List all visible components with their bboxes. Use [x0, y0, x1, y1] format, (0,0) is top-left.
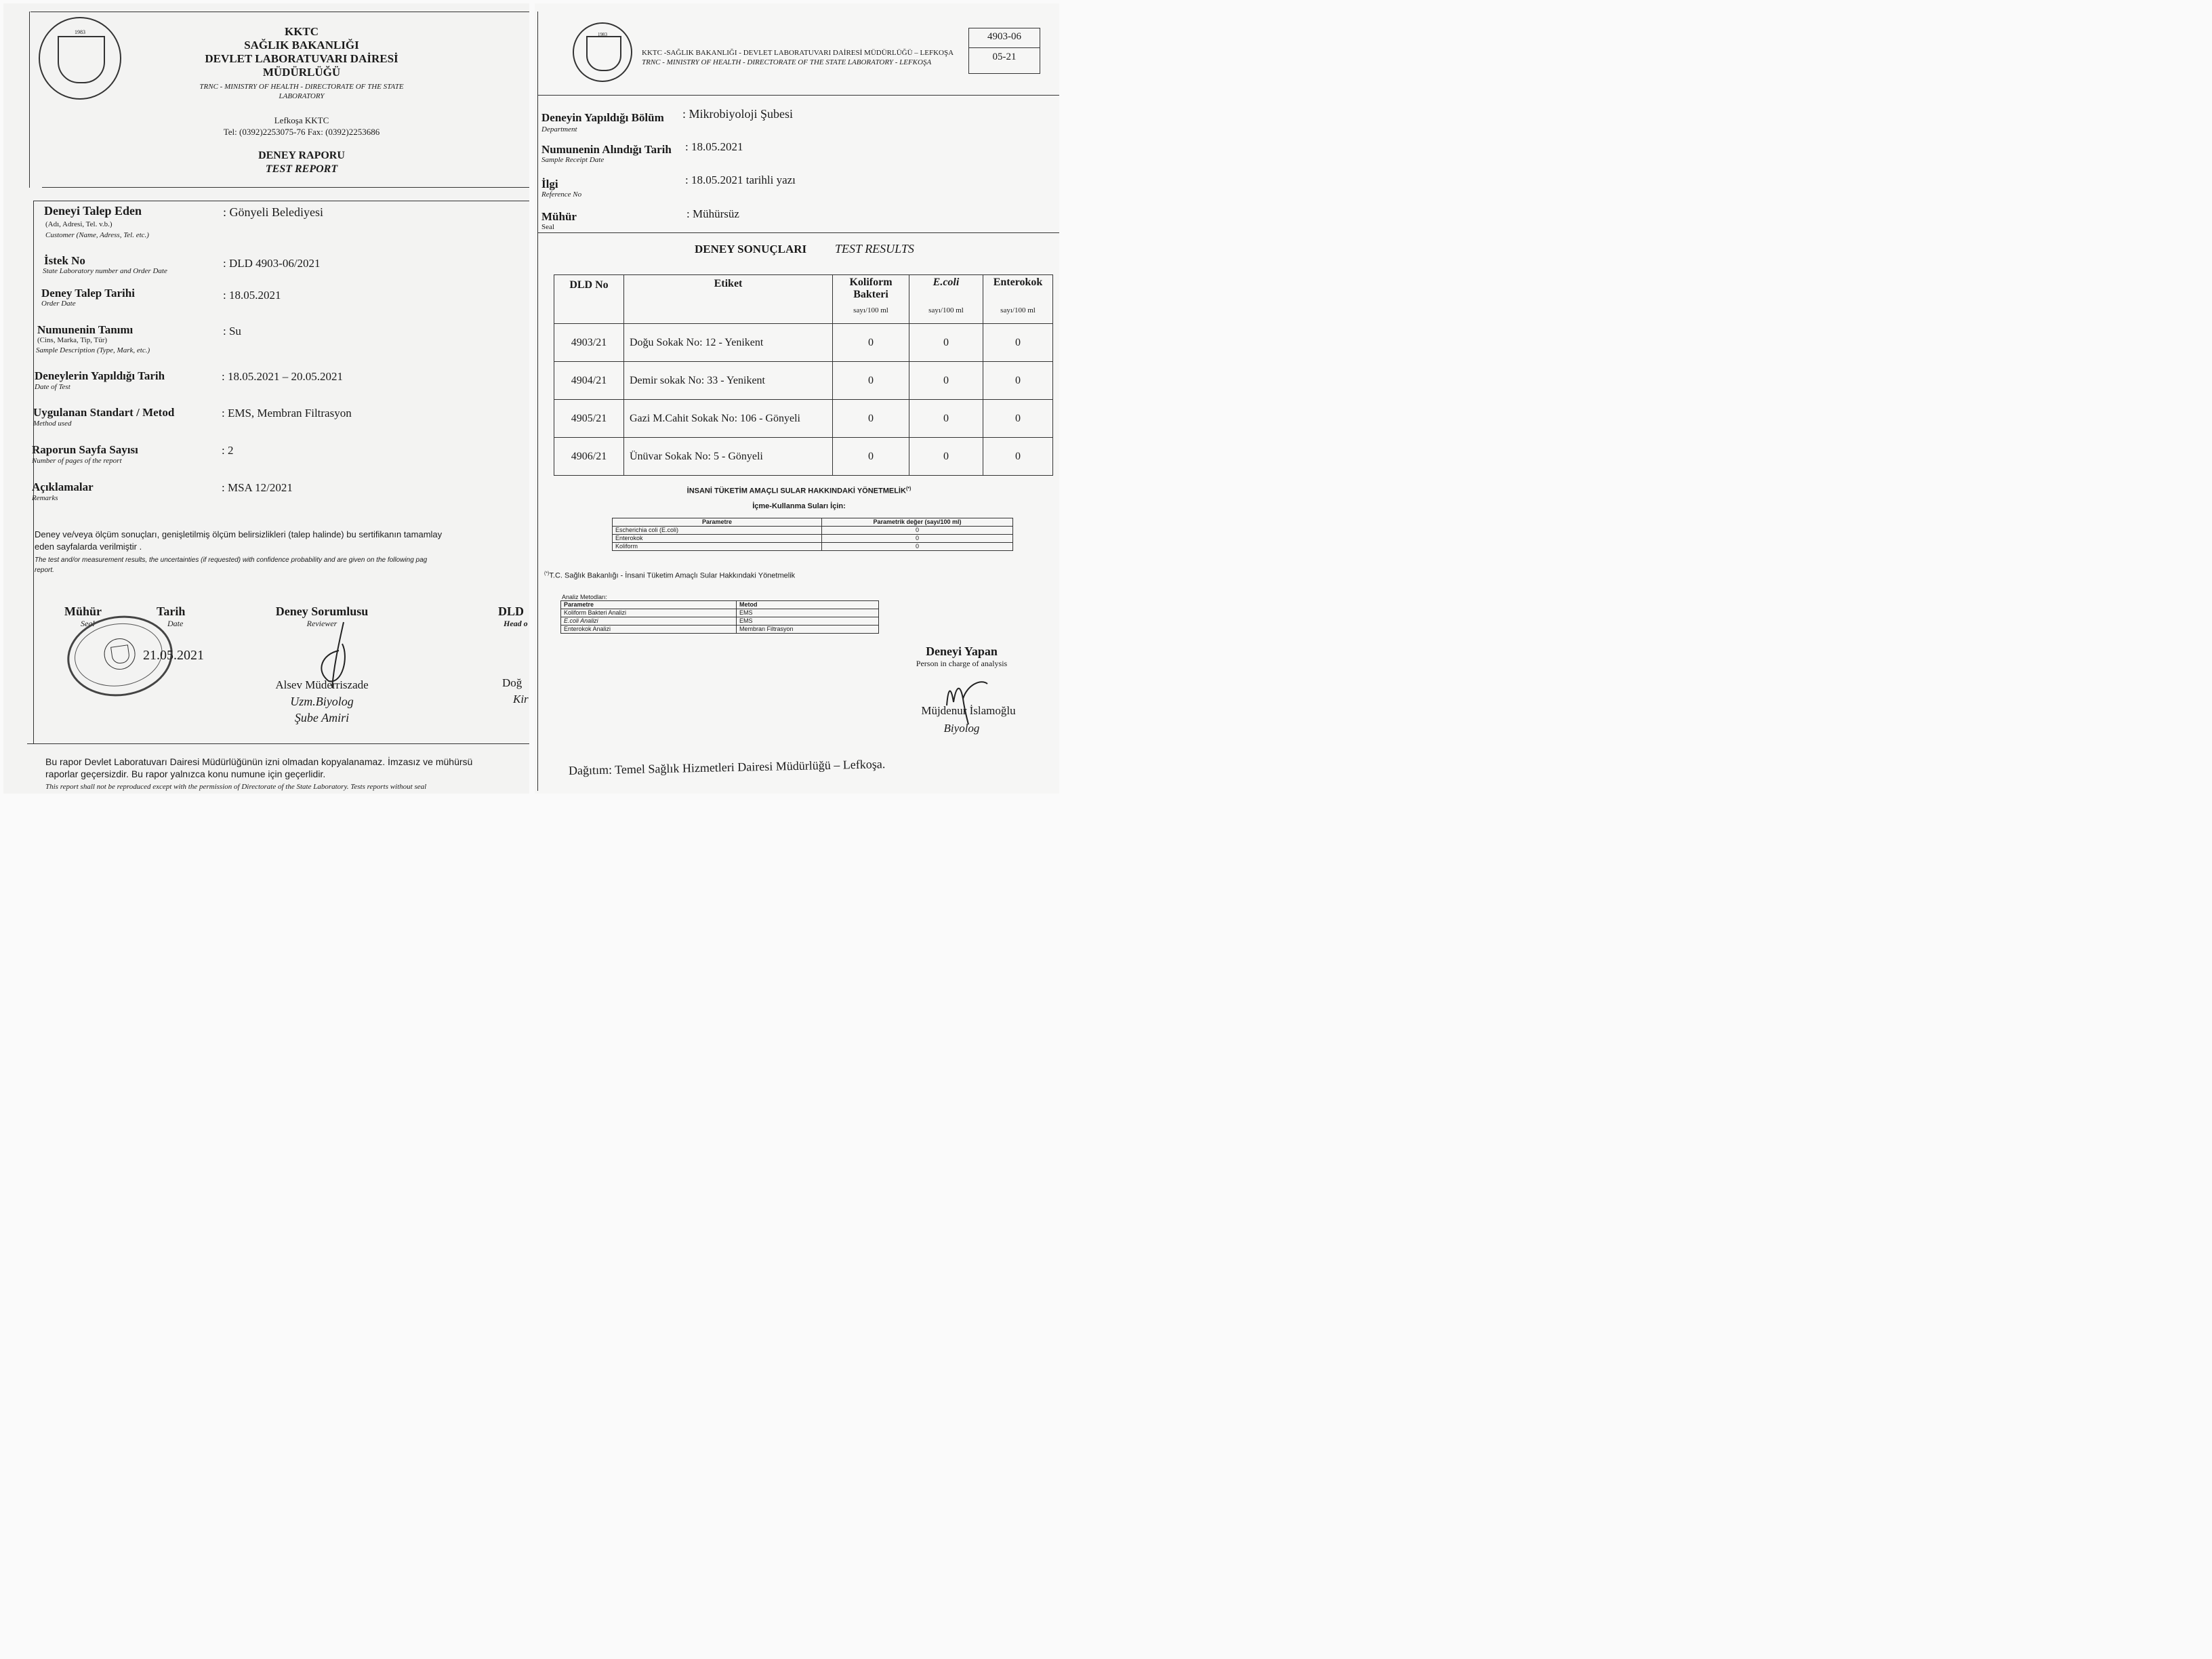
cell-enterococcus: 0: [983, 362, 1053, 400]
reg-row: [613, 535, 1013, 543]
field-label: Deneylerin Yapıldığı Tarih: [35, 369, 165, 382]
coliform-unit: sayı/100 ml: [853, 306, 888, 314]
info-value: : Mühürsüz: [687, 207, 739, 220]
cell-label: Ünüvar Sokak No: 5 - Gönyeli: [624, 438, 833, 476]
table-row: [554, 400, 1053, 438]
methods-table: [560, 600, 879, 634]
ecoli-unit: sayı/100 ml: [928, 306, 964, 314]
field-sub-en: Date of Test: [35, 383, 70, 391]
field-label: Raporun Sayfa Sayısı: [32, 443, 138, 456]
cell-label: Gazi M.Cahit Sokak No: 106 - Gönyeli: [624, 400, 833, 438]
footnote-mark: (*): [544, 571, 550, 576]
field-label: Deneyi Talep Eden: [44, 204, 142, 218]
field-sub-en: Customer (Name, Adress, Tel. etc.): [45, 231, 149, 239]
field-label: Uygulanan Standart / Metod: [33, 406, 175, 419]
cell-dld: 4903/21: [554, 324, 624, 362]
trnc-emblem-icon: [573, 22, 632, 82]
col-header-label: Etiket: [624, 275, 833, 324]
header-bottom-line: [537, 95, 1059, 96]
footnote-text: T.C. Sağlık Bakanlığı - İnsani Tüketim Amaçlı Sular Hakkındaki Yönetmelik: [549, 571, 796, 580]
header-city: Lefkoşa KKTC: [274, 115, 329, 125]
footer-note-en: This report shall not be reproduced except with the permission of Directorate of the State Laboratory. Tests reports without seal: [45, 783, 427, 791]
emblem-year: 1983: [598, 32, 607, 37]
cell-coliform: 0: [833, 438, 909, 476]
cell-label: Demir sokak No: 33 - Yenikent: [624, 362, 833, 400]
cell-dld: 4904/21: [554, 362, 624, 400]
table-row: [554, 438, 1053, 476]
method-param: Enterokok Analizi: [561, 626, 737, 634]
table-row: [554, 362, 1053, 400]
frame-left: [537, 12, 538, 791]
results-note: [35, 529, 529, 553]
reg-param: Escherichia coli (E.coli): [613, 527, 822, 535]
method-row: [561, 609, 879, 617]
reviewer-position: Uzm.Biyolog: [290, 695, 354, 708]
head-name: Doğ: [502, 676, 523, 689]
cell-coliform: 0: [833, 362, 909, 400]
field-label: İstek No: [44, 254, 85, 267]
note-tr-line2: eden sayfalarda verilmiştir .: [35, 541, 142, 552]
field-value: : 18.05.2021: [223, 289, 281, 302]
header-contact: [166, 115, 437, 138]
header-english-1: TRNC - MINISTRY OF HEALTH - DIRECTORATE OF THE STATE: [199, 83, 404, 91]
note-tr-line1: Deney ve/veya ölçüm sonuçları, genişletilmiş ölçüm belirsizlikleri (talep halinde) bu sertifikanın tamamlay: [35, 529, 443, 539]
reg-header-param: Parametre: [613, 518, 822, 527]
field-sub: (Cins, Marka, Tip, Tür): [37, 336, 108, 344]
cell-enterococcus: 0: [983, 438, 1053, 476]
info-sub-en: Reference No: [541, 190, 582, 199]
head-title: DLD: [498, 605, 525, 618]
cell-ecoli: 0: [909, 400, 983, 438]
cell-enterococcus: 0: [983, 324, 1053, 362]
header-english: [166, 82, 437, 101]
info-label: Mühür: [541, 210, 577, 223]
regulation-subtitle: İçme-Kullanma Suları İçin:: [752, 502, 846, 510]
method-header-row: [561, 601, 879, 609]
header-directorate: MÜDÜRLÜĞÜ: [262, 66, 341, 79]
reg-value: 0: [822, 535, 1013, 543]
cell-label: Doğu Sokak No: 12 - Yenikent: [624, 324, 833, 362]
note-en-line2: report.: [35, 567, 54, 574]
ecoli-label: E.coli: [933, 276, 960, 288]
method-value: EMS: [737, 617, 879, 626]
date-label-en: Date: [167, 619, 184, 628]
method-param: E.coli Analizi: [561, 617, 737, 626]
field-value: : Su: [223, 325, 241, 337]
results-table: [554, 274, 1053, 476]
method-value: EMS: [737, 609, 879, 617]
field-value: : 2: [222, 444, 234, 457]
cell-dld: 4906/21: [554, 438, 624, 476]
results-title-en: TEST RESULTS: [835, 242, 914, 255]
doc-number: 4903-06: [987, 31, 1021, 42]
cell-dld: 4905/21: [554, 400, 624, 438]
regulation-table: [612, 518, 1013, 551]
info-sub-en: Department: [541, 125, 577, 134]
cell-coliform: 0: [833, 324, 909, 362]
reg-value: 0: [822, 543, 1013, 551]
field-label: Açıklamalar: [32, 480, 94, 493]
footer-tr-line1: Bu rapor Devlet Laboratuvarı Dairesi Müdürlüğünün izni olmadan kopyalanamaz. İmzasız ve mühürsü: [45, 756, 473, 767]
analyst-position: Biyolog: [943, 722, 980, 735]
header-bottom-line: [42, 187, 529, 188]
methods-caption: Analiz Metodları:: [562, 594, 608, 600]
info-value: : Mikrobiyoloji Şubesi: [682, 107, 794, 121]
col-header-enterococcus: [983, 275, 1053, 324]
regulation-mark: (*): [905, 487, 912, 491]
analyst-signature-icon: [940, 678, 994, 726]
regulation-title: [630, 487, 968, 495]
cell-ecoli: 0: [909, 362, 983, 400]
info-sub-en: Seal: [541, 223, 554, 231]
head-title-en: Head o: [504, 619, 528, 628]
info-label: Numunenin Alındığı Tarih: [541, 143, 672, 156]
info-bottom-line: [537, 232, 1059, 233]
header-kktc: KKTC: [284, 25, 319, 38]
cell-coliform: 0: [833, 400, 909, 438]
method-value: Membran Filtrasyon: [737, 626, 879, 634]
doc-revision: 05-21: [992, 52, 1017, 62]
reviewer-name: Alsev Müderriszade: [275, 678, 369, 691]
frame-left: [33, 201, 34, 744]
frame-left-top: [29, 12, 30, 188]
info-label: Deneyin Yapıldığı Bölüm: [541, 111, 664, 124]
field-sub: (Adı, Adresi, Tel. v.b.): [45, 220, 112, 228]
info-sub-en: Sample Receipt Date: [541, 156, 605, 164]
reg-value: 0: [822, 527, 1013, 535]
results-title: DENEY SONUÇLARI: [695, 243, 807, 255]
method-row: [561, 617, 879, 626]
reg-header-value: Parametrik değer (sayı/100 ml): [822, 518, 1013, 527]
method-header-param: Parametre: [561, 601, 737, 609]
header-dept: DEVLET LABORATUVARI DAİRESİ: [205, 52, 398, 65]
reg-header-row: [613, 518, 1013, 527]
coliform-label: Koliform Bakteri: [849, 276, 893, 300]
footer-note: [45, 756, 529, 780]
field-label: Deney Talep Tarihi: [41, 287, 135, 300]
reviewer-title: Deney Sorumlusu: [275, 605, 369, 618]
footer-tr-line2: raporlar geçersizdir. Bu rapor yalnızca konu numune için geçerlidir.: [45, 769, 326, 779]
head-position: Kir: [513, 693, 529, 705]
analyst-title-en: Person in charge of analysis: [916, 659, 1008, 668]
cell-ecoli: 0: [909, 438, 983, 476]
field-sub-en: State Laboratory number and Order Date: [43, 267, 167, 275]
field-sub-en: Sample Description (Type, Mark, etc.): [36, 346, 150, 354]
field-value: : Gönyeli Belediyesi: [223, 205, 323, 219]
seal-label-en: Seal: [81, 619, 95, 628]
frame-bottom: [27, 743, 529, 744]
trnc-emblem-icon: [39, 17, 121, 100]
field-sub-en: Remarks: [32, 494, 58, 502]
report-page-1: [3, 3, 529, 794]
header-title: [166, 25, 437, 79]
note-en-line1: The test and/or measurement results, the uncertainties (if requested) with confidence probability and are given on the following pag: [35, 556, 428, 564]
field-sub-en: Method used: [33, 419, 72, 428]
field-value: : 18.05.2021 – 20.05.2021: [222, 370, 343, 383]
info-label: İlgi: [541, 178, 558, 190]
distribution-line: Dağıtım: Temel Sağlık Hizmetleri Dairesi Müdürlüğü – Lefkoşa.: [568, 757, 886, 777]
analyst-name: Müjdenur İslamoğlu: [921, 704, 1016, 717]
method-row: [561, 626, 879, 634]
date-label: Tarih: [157, 605, 186, 618]
field-sub-en: Order Date: [41, 300, 76, 308]
reg-param: Enterokok: [613, 535, 822, 543]
report-title-en: TEST REPORT: [265, 163, 338, 175]
reg-row: [613, 527, 1013, 535]
field-value: : DLD 4903-06/2021: [223, 257, 321, 270]
method-param: Koliform Bakteri Analizi: [561, 609, 737, 617]
header-title: KKTC -SAĞLIK BAKANLIĞI - DEVLET LABORATUVARI DAİRESİ MÜDÜRLÜĞÜ – LEFKOŞA: [642, 49, 954, 57]
report-page-2: [535, 3, 1059, 794]
table-row: [554, 324, 1053, 362]
analyst-title: Deneyi Yapan: [926, 644, 998, 658]
reg-param: Koliform: [613, 543, 822, 551]
cell-ecoli: 0: [909, 324, 983, 362]
reg-row: [613, 543, 1013, 551]
results-note-en: [35, 555, 529, 575]
emblem-year: 1983: [75, 29, 85, 35]
regulation-footnote: [544, 571, 795, 580]
report-title-tr: DENEY RAPORU: [258, 150, 345, 161]
method-header-method: Metod: [737, 601, 879, 609]
info-value: : 18.05.2021: [685, 140, 743, 153]
field-value: : MSA 12/2021: [222, 481, 293, 494]
field-value: : EMS, Membran Filtrasyon: [222, 407, 352, 419]
header-phone: Tel: (0392)2253075-76 Fax: (0392)2253686: [223, 127, 380, 137]
reviewer-title-en: Reviewer: [306, 619, 337, 628]
reviewer-department: Şube Amiri: [294, 711, 350, 724]
seal-label: Mühür: [64, 605, 102, 618]
col-header-dld: DLD No: [554, 275, 624, 324]
info-value: : 18.05.2021 tarihli yazı: [685, 173, 796, 186]
header-english-2: LABORATORY: [279, 92, 325, 100]
enterococcus-unit: sayı/100 ml: [1000, 306, 1036, 314]
table-header-row: [554, 275, 1053, 324]
cell-enterococcus: 0: [983, 400, 1053, 438]
header-ministry: SAĞLIK BAKANLIĞI: [244, 39, 359, 52]
col-header-ecoli: [909, 275, 983, 324]
document-number-box: [968, 28, 1040, 74]
field-label: Numunenin Tanımı: [37, 323, 134, 336]
enterococcus-label: Enterokok: [993, 276, 1043, 288]
header-english: TRNC - MINISTRY OF HEALTH - DIRECTORATE OF THE STATE LABORATORY - LEFKOŞA: [642, 58, 932, 66]
field-sub-en: Number of pages of the report: [32, 457, 122, 465]
report-date: 21.05.2021: [143, 648, 204, 663]
col-header-coliform: [833, 275, 909, 324]
regulation-title-text: İNSANİ TÜKETİM AMAÇLI SULAR HAKKINDAKİ YÖNETMELİK: [687, 487, 906, 495]
